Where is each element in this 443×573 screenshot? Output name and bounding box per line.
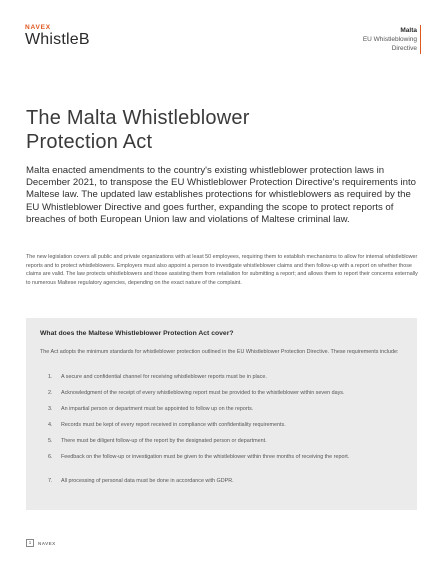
title-line-2: Protection Act bbox=[26, 131, 153, 153]
logo-navex-text: NAVEX bbox=[25, 24, 51, 31]
logo-whistleb-text: WhistleB bbox=[25, 31, 90, 48]
list-item-number: 2. bbox=[48, 390, 53, 396]
list-item-text: All processing of personal data must be done in accordance with GDPR. bbox=[61, 478, 234, 484]
footer-brand: NAVEX bbox=[38, 540, 56, 546]
list-item-number: 5. bbox=[48, 438, 53, 444]
list-item-number: 6. bbox=[48, 454, 53, 460]
header-section-label bbox=[363, 26, 417, 53]
header-subtitle-line1: EU Whistleblowing bbox=[362, 36, 417, 43]
body-paragraph: The new legislation covers all public and private organizations with at least 50 employees, requiring them to establish mechanisms to allow for internal whistleblower reports and to protect whistleblowers. Employers must also appoint a person to investigate whistleblower claims and then follow-up with a report on whether those claims are valid. The law protects whistleblowers and those assisting them from retaliation for submitting a report; and allows them to report their concerns externally to numerous Maltese regulatory agencies, depending on the exact nature of the complaint. bbox=[26, 254, 418, 286]
list-item-text: An impartial person or department must be appointed to follow up on the reports. bbox=[61, 406, 254, 412]
whistleb-logo bbox=[25, 24, 90, 48]
list-item-text: Records must be kept of every report received in compliance with confidentiality requirements. bbox=[61, 422, 286, 428]
page-number: 1 bbox=[26, 539, 34, 547]
list-item-text: A secure and confidential channel for receiving whistleblower reports must be in place. bbox=[61, 374, 267, 380]
header-accent-bar bbox=[420, 25, 421, 54]
header-subtitle-line2: Directive bbox=[391, 45, 417, 52]
list-item-number: 7. bbox=[48, 478, 53, 484]
page-footer bbox=[26, 539, 56, 547]
header-country: Malta bbox=[400, 27, 417, 34]
lead-paragraph: Malta enacted amendments to the country's existing whistleblower protection laws in December 2021, to transpose the EU Whistleblower Protection Directive's requirements into Maltese law. The updated law establishes protections for whistleblowers as required by the EU Whistleblower Directive and goes further, expanding the scope to protect reports of breaches of both European Union law and violations of Maltese criminal law. bbox=[26, 165, 417, 225]
panel-title: What does the Maltese Whistleblower Protection Act cover? bbox=[40, 330, 234, 337]
title-line-1: The Malta Whistleblower bbox=[26, 107, 250, 129]
list-item-text: Feedback on the follow-up or investigation must be given to the whistleblower within three months of receiving the report. bbox=[61, 454, 350, 460]
requirements-panel bbox=[26, 318, 417, 510]
list-item-number: 4. bbox=[48, 422, 53, 428]
list-item-text: There must be diligent follow-up of the report by the designated person or department. bbox=[61, 438, 267, 444]
list-item-text: Acknowledgment of the receipt of every whistleblowing report must be provided to the whistleblower within seven days. bbox=[61, 390, 345, 396]
page-title bbox=[26, 106, 326, 154]
list-item-number: 3. bbox=[48, 406, 53, 412]
list-item-number: 1. bbox=[48, 374, 53, 380]
panel-intro: The Act adopts the minimum standards for whistleblower protection outlined in the EU Whistleblower Protection Directive. These requirements include: bbox=[40, 349, 399, 355]
